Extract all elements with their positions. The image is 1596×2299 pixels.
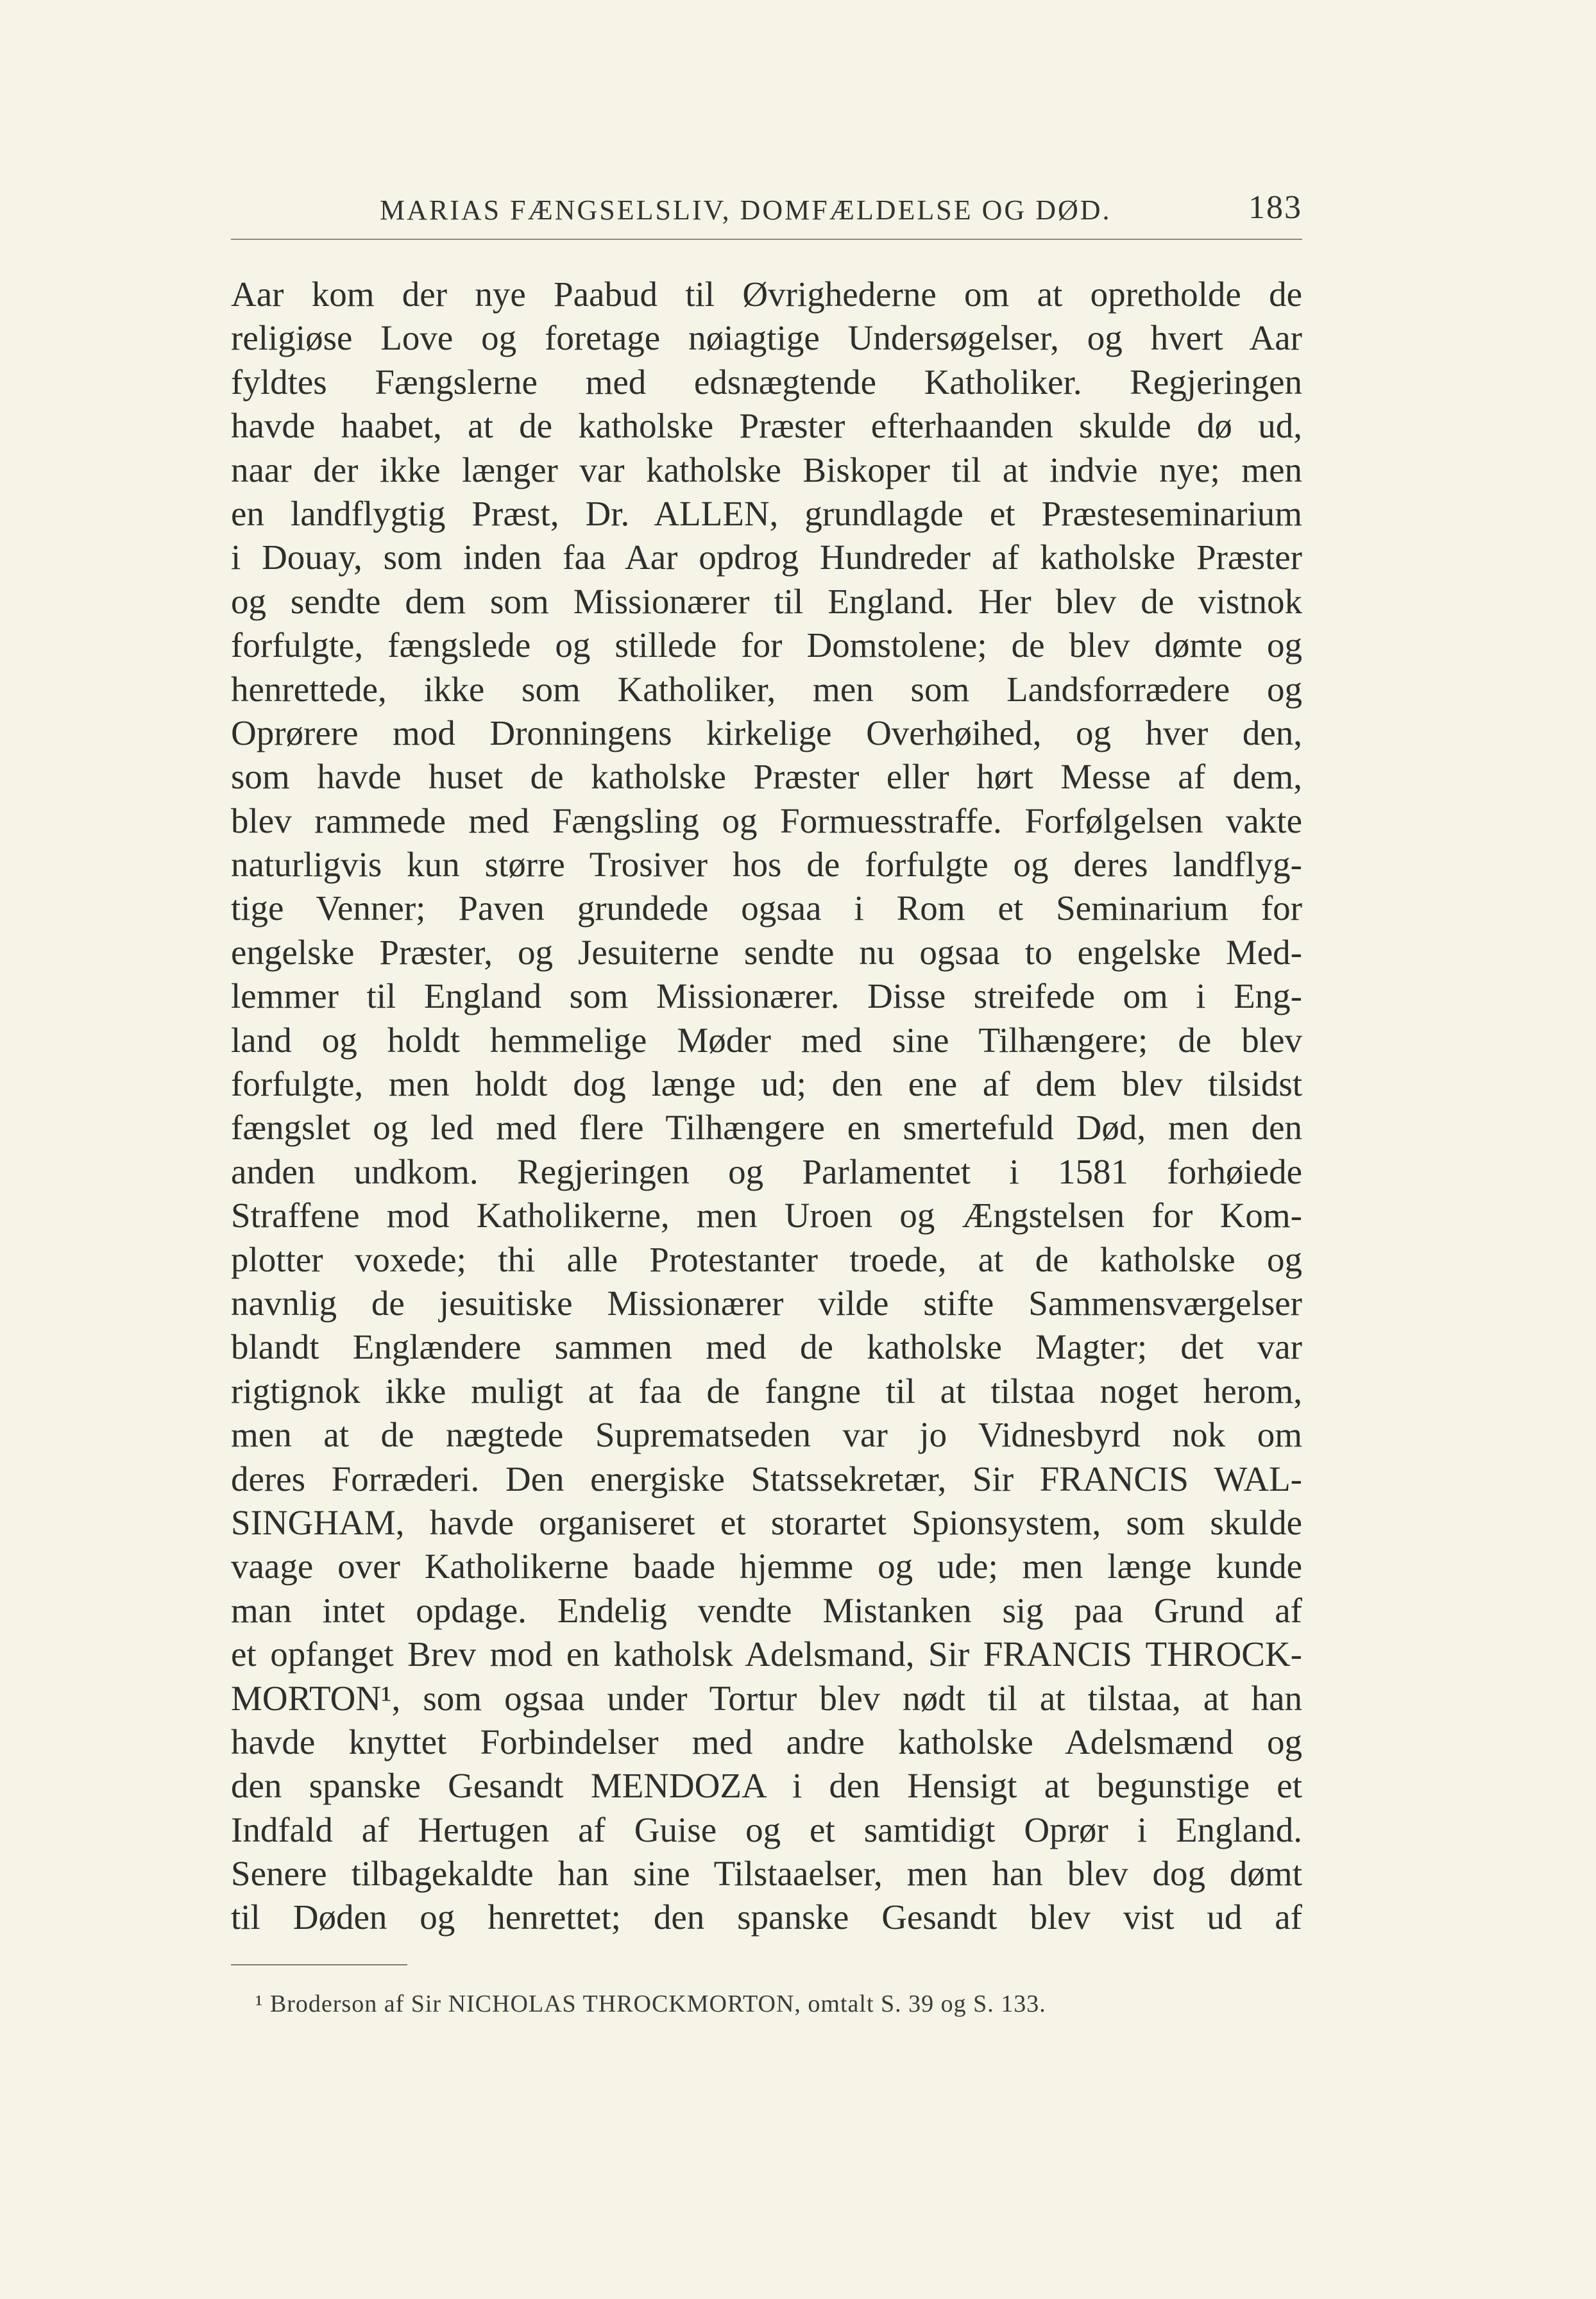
text-line: engelske Præster, og Jesuiterne sendte nu ogsaa to engelske Med- <box>231 932 1302 972</box>
text-line: blandt Englændere sammen med de katholske Magter; det var <box>231 1327 1302 1367</box>
text-line: Senere tilbagekaldte han sine Tilstaaelser, men han blev dog dømt <box>231 1854 1302 1894</box>
text-line: henrettede, ikke som Katholiker, men som Landsforrædere og <box>231 669 1302 709</box>
text-line: Aar kom der nye Paabud til Øvrighederne om at opretholde de <box>231 275 1302 314</box>
text-line: i Douay, som inden faa Aar opdrog Hundreder af katholske Præster <box>231 538 1302 577</box>
text-line: forfulgte, men holdt dog længe ud; den ene af dem blev tilsidst <box>231 1064 1302 1104</box>
text-line: forfulgte, fængslede og stillede for Domstolene; de blev dømte og <box>231 625 1302 665</box>
text-line: Straffene mod Katholikerne, men Uroen og Ængstelsen for Kom- <box>231 1196 1302 1235</box>
text-line: Indfald af Hertugen af Guise og et samtidigt Oprør i England. <box>231 1810 1302 1849</box>
running-title: MARIAS FÆNGSELSLIV, DOMFÆLDELSE OG DØD. <box>380 194 1112 226</box>
text-line: man intet opdage. Endelig vendte Mistanken sig paa Grund af <box>231 1590 1302 1630</box>
text-line: som havde huset de katholske Præster eller hørt Messe af dem, <box>231 757 1302 797</box>
text-line: og sendte dem som Missionærer til England. Her blev de vistnok <box>231 581 1302 621</box>
text-line: blev rammede med Fængsling og Formuesstraffe. Forfølgelsen vakte <box>231 801 1302 840</box>
text-line: Oprørere mod Dronningens kirkelige Overhøihed, og hver den, <box>231 713 1302 752</box>
text-line: en landflygtig Præst, Dr. ALLEN, grundlagde et Præsteseminarium <box>231 493 1302 533</box>
text-line: naturligvis kun større Trosiver hos de forfulgte og deres landflyg- <box>231 845 1302 885</box>
header-rule <box>231 239 1302 240</box>
text-line: SINGHAM, havde organiseret et storartet Spionsystem, som skulde <box>231 1502 1302 1542</box>
text-line: religiøse Love og foretage nøiagtige Undersøgelser, og hvert Aar <box>231 318 1302 358</box>
text-line: anden undkom. Regjeringen og Parlamentet i 1581 forhøiede <box>231 1151 1302 1191</box>
text-line: havde knyttet Forbindelser med andre katholske Adelsmænd og <box>231 1722 1302 1761</box>
text-line: havde haabet, at de katholske Præster efterhaanden skulde dø ud, <box>231 406 1302 446</box>
text-line: lemmer til England som Missionærer. Disse streifede om i Eng- <box>231 976 1302 1016</box>
text-line: fængslet og led med flere Tilhængere en smertefuld Død, men den <box>231 1108 1302 1148</box>
text-line: vaage over Katholikerne baade hjemme og ude; men længe kunde <box>231 1547 1302 1586</box>
text-line: fyldtes Fængslerne med edsnægtende Katholiker. Regjeringen <box>231 362 1302 402</box>
text-line: til Døden og henrettet; den spanske Gesandt blev vist ud af <box>231 1897 1302 1937</box>
page-header <box>231 185 1302 236</box>
page-number: 183 <box>1248 189 1302 226</box>
footnote-rule <box>231 1964 407 1965</box>
footnote: ¹ Broderson af Sir NICHOLAS THROCKMORTON, omtalt S. 39 og S. 133. <box>255 1990 1046 2017</box>
text-line: MORTON¹, som ogsaa under Tortur blev nødt til at tilstaa, at han <box>231 1678 1302 1718</box>
text-line: den spanske Gesandt MENDOZA i den Hensigt at begunstige et <box>231 1766 1302 1806</box>
text-line: tige Venner; Paven grundede ogsaa i Rom et Seminarium for <box>231 888 1302 928</box>
text-line: naar der ikke længer var katholske Biskoper til at indvie nye; men <box>231 450 1302 489</box>
text-line: navnlig de jesuitiske Missionærer vilde stifte Sammensværgelser <box>231 1283 1302 1323</box>
text-line: plotter voxede; thi alle Protestanter troede, at de katholske og <box>231 1239 1302 1279</box>
text-line: deres Forræderi. Den energiske Statssekretær, Sir FRANCIS WAL- <box>231 1459 1302 1498</box>
body-text <box>231 273 1302 1940</box>
text-line: rigtignok ikke muligt at faa de fangne til at tilstaa noget herom, <box>231 1371 1302 1411</box>
text-line: men at de nægtede Suprematseden var jo Vidnesbyrd nok om <box>231 1415 1302 1455</box>
text-line: land og holdt hemmelige Møder med sine Tilhængere; de blev <box>231 1020 1302 1060</box>
text-line: et opfanget Brev mod en katholsk Adelsmand, Sir FRANCIS THROCK- <box>231 1634 1302 1674</box>
